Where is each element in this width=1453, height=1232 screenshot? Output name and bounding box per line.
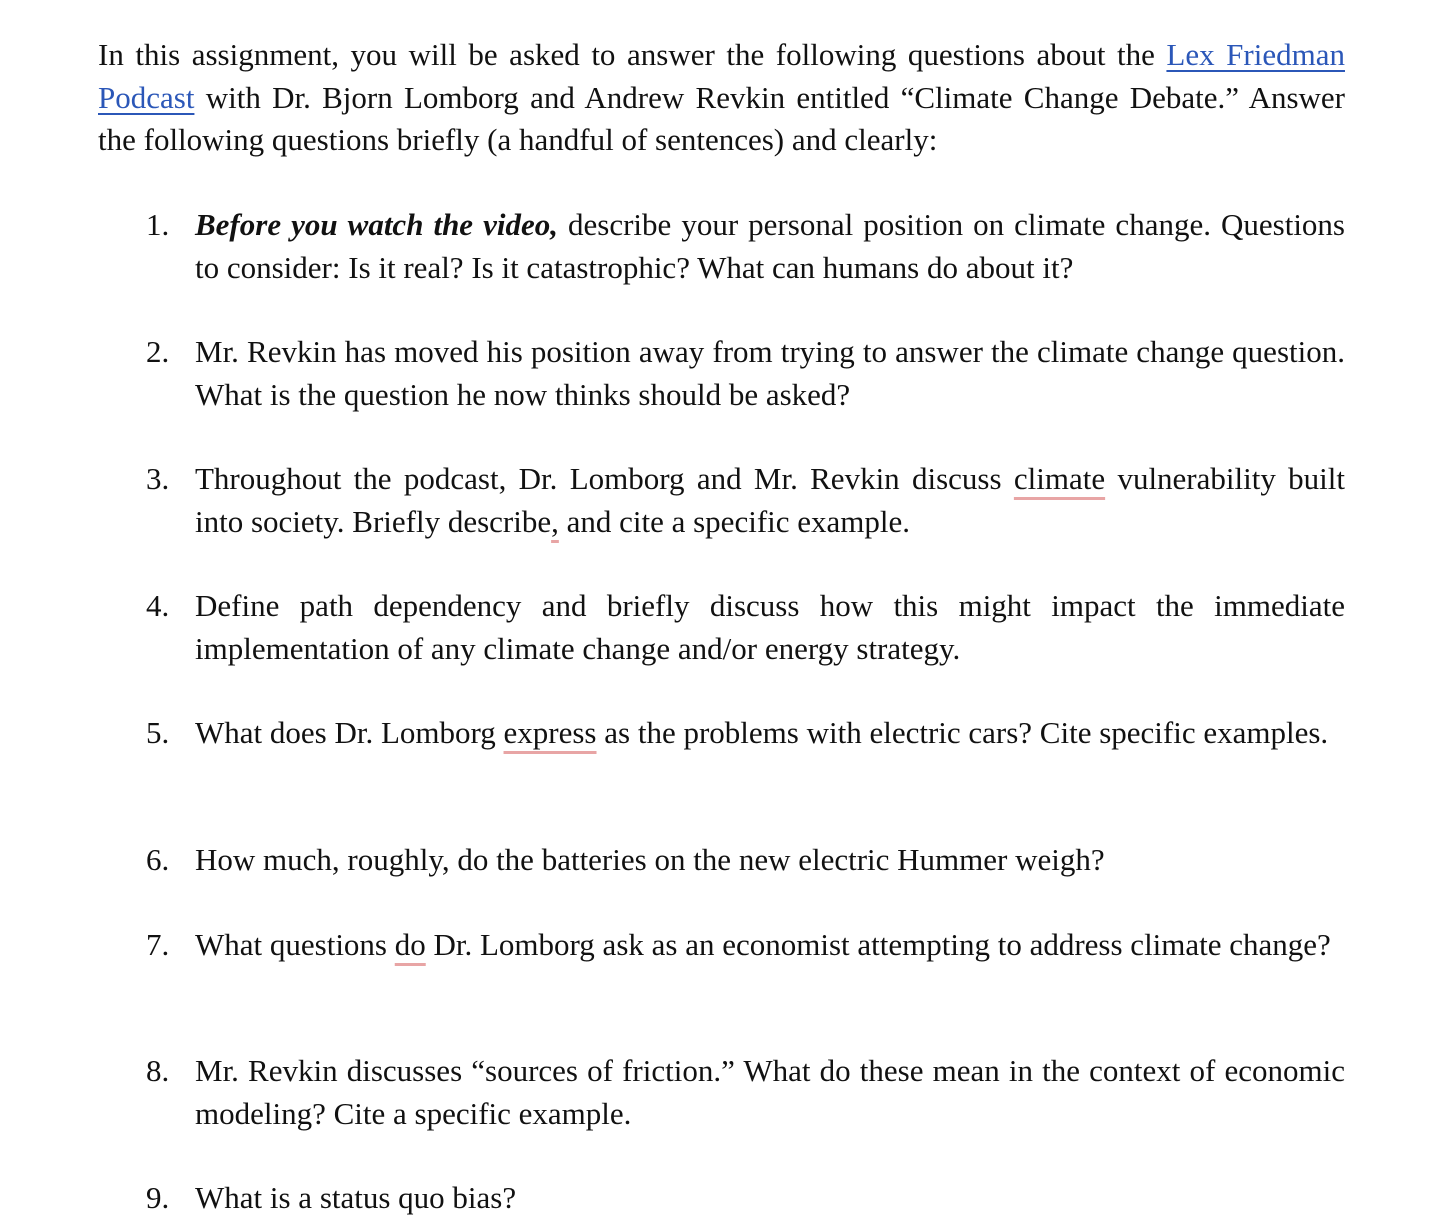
list-number: 8. (146, 1053, 170, 1088)
question-body: Dr. Lomborg ask as an economist attempting to address climate change? (425, 927, 1331, 962)
question-text (195, 924, 1345, 967)
question-text: Mr. Revkin has moved his position away from trying to answer the climate change question. What is the question he now thinks should be asked? (195, 334, 1345, 412)
podcast-link[interactable]: Lex Friedman Podcast (98, 37, 1345, 115)
spellcheck-flag[interactable]: do (394, 927, 426, 962)
document-body (98, 34, 1345, 162)
question-body: What does Dr. Lomborg (195, 715, 504, 750)
list-number: 6. (146, 842, 170, 877)
question-text: Mr. Revkin discusses “sources of friction.” What do these mean in the context of economic modeling? Cite a specific example. (195, 1053, 1345, 1131)
spellcheck-flag[interactable]: express (503, 715, 597, 750)
question-text: Define path dependency and briefly discuss how this might impact the immediate implementation of any climate change and/or energy strategy. (195, 588, 1345, 666)
question-body: describe your personal position on climate change. Questions to consider: Is it real? Is it catastrophic? What can humans do about it? (195, 207, 1345, 285)
question-text: What is a status quo bias? (195, 1180, 517, 1215)
list-number: 9. (146, 1180, 170, 1215)
question-body: vulnerability built into society. Briefly describe (195, 461, 1345, 539)
intro-paragraph (98, 34, 1345, 162)
spellcheck-flag[interactable]: , (551, 503, 559, 539)
list-number: 7. (146, 927, 170, 962)
question-text (195, 458, 1345, 543)
list-number: 3. (146, 461, 170, 496)
question-text: How much, roughly, do the batteries on the new electric Hummer weigh? (195, 842, 1105, 877)
intro-text-start: In this assignment, you will be asked to answer the following questions about the (98, 37, 1167, 72)
list-number: 5. (146, 715, 170, 750)
emphasis-text: Before you watch the video, (195, 207, 558, 242)
question-text (195, 204, 1345, 289)
question-body: Throughout the podcast, Dr. Lomborg and Mr. Revkin discuss (195, 461, 1014, 496)
list-number: 2. (146, 334, 170, 369)
spellcheck-flag[interactable]: climate (1013, 461, 1106, 496)
question-body: as the problems with electric cars? Cite specific examples. (596, 715, 1329, 750)
list-number: 4. (146, 588, 170, 623)
question-body: What questions (195, 927, 395, 962)
question-text (195, 712, 1345, 755)
question-body: and cite a specific example. (558, 503, 911, 539)
list-number: 1. (146, 207, 170, 242)
intro-text-end: with Dr. Bjorn Lomborg and Andrew Revkin entitled “Climate Change Debate.” Answer the following questions briefly (a handful of sentences) and clearly: (98, 79, 1345, 157)
